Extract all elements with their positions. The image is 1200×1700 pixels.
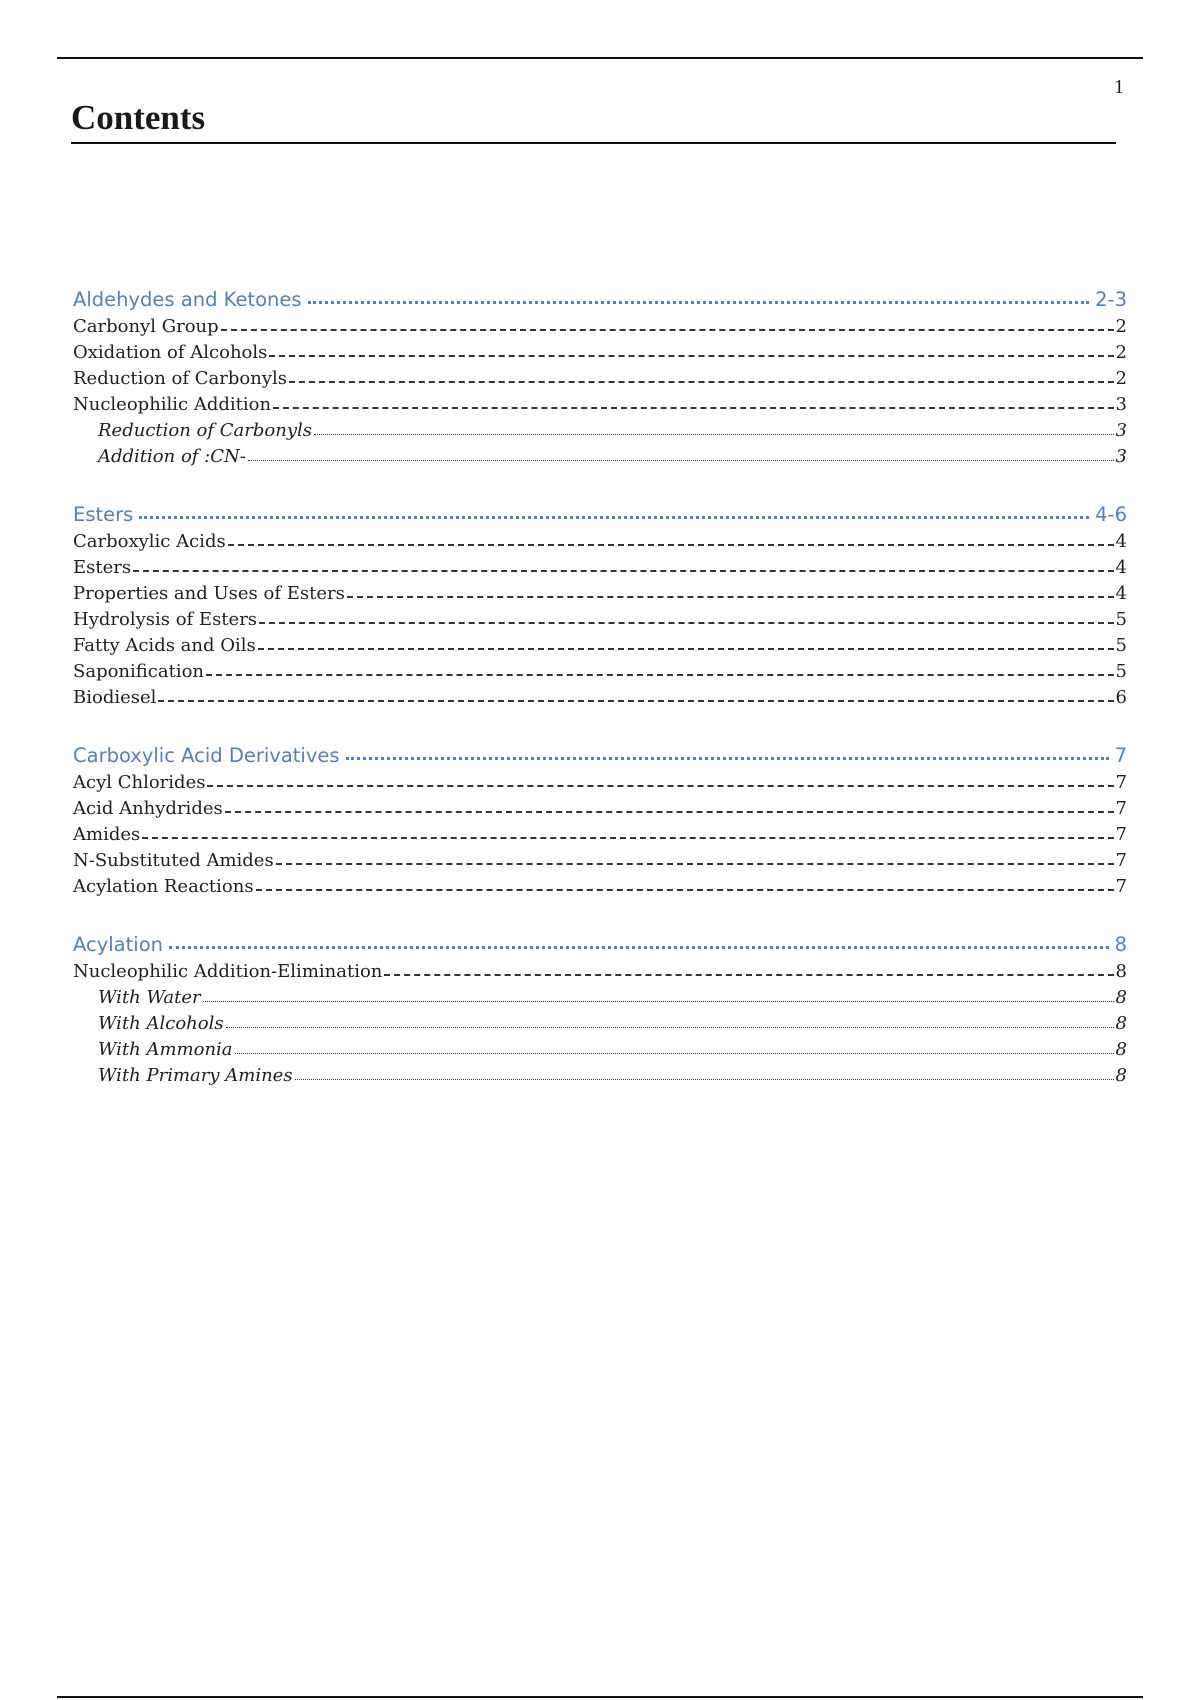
toc-subentry-label: With Ammonia (98, 1039, 233, 1060)
toc-entry-label: Biodiesel (73, 687, 157, 708)
toc-heading-pages: 7 (1114, 744, 1127, 767)
dot-leader (346, 757, 1109, 760)
dot-leader (169, 946, 1109, 949)
toc-entry-page: 5 (1115, 609, 1127, 630)
toc-entry-label: Acylation Reactions (73, 876, 254, 897)
toc-entry-page: 8 (1115, 961, 1127, 982)
dash-leader (269, 355, 1113, 357)
toc-entry-label: Carboxylic Acids (73, 531, 226, 552)
toc-entry[interactable] (73, 819, 1127, 845)
toc-subentry-label: With Primary Amines (98, 1065, 293, 1086)
dot-leader (139, 516, 1089, 519)
toc-subentry-page: 3 (1115, 446, 1127, 467)
toc-heading[interactable] (73, 926, 1127, 956)
toc-subentry-page: 8 (1115, 1013, 1127, 1034)
toc-subentry[interactable] (73, 441, 1127, 467)
dash-leader (347, 596, 1114, 598)
toc-heading-label: Aldehydes and Ketones (73, 288, 302, 311)
table-of-contents (73, 281, 1127, 1115)
dash-leader (133, 570, 1113, 572)
toc-entry-page: 7 (1115, 876, 1127, 897)
page-number: 1 (1114, 76, 1124, 98)
toc-heading[interactable] (73, 281, 1127, 311)
toc-heading-label: Esters (73, 503, 134, 526)
toc-entry-page: 5 (1115, 635, 1127, 656)
dot-leader (203, 1001, 1114, 1002)
toc-entry-label: Amides (73, 824, 141, 845)
toc-entry-page: 4 (1115, 557, 1127, 578)
toc-entry-page: 2 (1115, 368, 1127, 389)
toc-entry-page: 7 (1115, 850, 1127, 871)
toc-subentry[interactable] (73, 1034, 1127, 1060)
toc-entry-label: Acyl Chlorides (73, 772, 206, 793)
toc-heading-pages: 2-3 (1095, 288, 1127, 311)
dash-leader (228, 544, 1114, 546)
toc-entry[interactable] (73, 311, 1127, 337)
dash-leader (276, 863, 1114, 865)
title-block (71, 98, 1116, 144)
toc-entry-label: Properties and Uses of Esters (73, 583, 345, 604)
toc-entry[interactable] (73, 337, 1127, 363)
toc-entry[interactable] (73, 845, 1127, 871)
dash-leader (158, 700, 1113, 702)
toc-subentry[interactable] (73, 415, 1127, 441)
toc-entry-label: Nucleophilic Addition (73, 394, 272, 415)
dash-leader (221, 329, 1114, 331)
toc-entry-label: Saponification (73, 661, 205, 682)
toc-subentry-page: 3 (1115, 420, 1127, 441)
toc-entry[interactable] (73, 793, 1127, 819)
toc-entry[interactable] (73, 630, 1127, 656)
toc-section (73, 737, 1127, 897)
toc-heading[interactable] (73, 737, 1127, 767)
dash-leader (206, 674, 1114, 676)
toc-entry[interactable] (73, 526, 1127, 552)
toc-subentry-label: With Water (98, 987, 201, 1008)
toc-heading-pages: 4-6 (1095, 503, 1127, 526)
toc-entry[interactable] (73, 578, 1127, 604)
toc-entry-page: 2 (1115, 342, 1127, 363)
dash-leader (259, 622, 1114, 624)
toc-entry[interactable] (73, 604, 1127, 630)
dash-leader (256, 889, 1114, 891)
toc-entry[interactable] (73, 682, 1127, 708)
toc-entry-label: N-Substituted Amides (73, 850, 274, 871)
toc-entry-label: Acid Anhydrides (73, 798, 223, 819)
toc-subentry[interactable] (73, 1060, 1127, 1086)
toc-entry-page: 3 (1115, 394, 1127, 415)
toc-entry[interactable] (73, 656, 1127, 682)
footer-rule (57, 1696, 1143, 1698)
toc-entry-page: 7 (1115, 772, 1127, 793)
toc-entry-label: Fatty Acids and Oils (73, 635, 256, 656)
toc-entry-label: Nucleophilic Addition-Elimination (73, 961, 383, 982)
toc-entry-page: 2 (1115, 316, 1127, 337)
toc-entry-page: 6 (1115, 687, 1127, 708)
toc-entry[interactable] (73, 956, 1127, 982)
toc-entry[interactable] (73, 767, 1127, 793)
toc-entry[interactable] (73, 363, 1127, 389)
toc-subentry-label: Addition of :CN- (98, 446, 246, 467)
toc-entry-page: 4 (1115, 583, 1127, 604)
toc-entry-label: Oxidation of Alcohols (73, 342, 268, 363)
dash-leader (258, 648, 1114, 650)
dot-leader (248, 460, 1114, 461)
dash-leader (142, 837, 1113, 839)
toc-entry[interactable] (73, 389, 1127, 415)
toc-subentry-page: 8 (1115, 1039, 1127, 1060)
dash-leader (207, 785, 1113, 787)
page-title: Contents (71, 98, 206, 137)
toc-entry-label: Esters (73, 557, 132, 578)
dot-leader (295, 1079, 1114, 1080)
toc-entry-page: 7 (1115, 798, 1127, 819)
header-rule (57, 57, 1143, 59)
toc-entry[interactable] (73, 871, 1127, 897)
toc-section (73, 281, 1127, 467)
toc-subentry-page: 8 (1115, 987, 1127, 1008)
dot-leader (314, 434, 1114, 435)
toc-subentry-label: Reduction of Carbonyls (98, 420, 312, 441)
toc-heading[interactable] (73, 496, 1127, 526)
toc-entry[interactable] (73, 552, 1127, 578)
dash-leader (384, 974, 1113, 976)
toc-entry-label: Reduction of Carbonyls (73, 368, 287, 389)
toc-entry-label: Hydrolysis of Esters (73, 609, 258, 630)
toc-subentry[interactable] (73, 982, 1127, 1008)
dash-leader (273, 407, 1113, 409)
dot-leader (235, 1053, 1114, 1054)
dot-leader (308, 301, 1090, 304)
toc-subentry-label: With Alcohols (98, 1013, 224, 1034)
toc-entry-page: 4 (1115, 531, 1127, 552)
toc-subentry[interactable] (73, 1008, 1127, 1034)
toc-entry-page: 7 (1115, 824, 1127, 845)
toc-entry-page: 5 (1115, 661, 1127, 682)
toc-section (73, 926, 1127, 1086)
dash-leader (289, 381, 1114, 383)
toc-section (73, 496, 1127, 708)
toc-heading-pages: 8 (1114, 933, 1127, 956)
dash-leader (225, 811, 1114, 813)
toc-subentry-page: 8 (1115, 1065, 1127, 1086)
toc-heading-label: Carboxylic Acid Derivatives (73, 744, 340, 767)
toc-heading-label: Acylation (73, 933, 163, 956)
toc-entry-label: Carbonyl Group (73, 316, 219, 337)
dot-leader (226, 1027, 1114, 1028)
